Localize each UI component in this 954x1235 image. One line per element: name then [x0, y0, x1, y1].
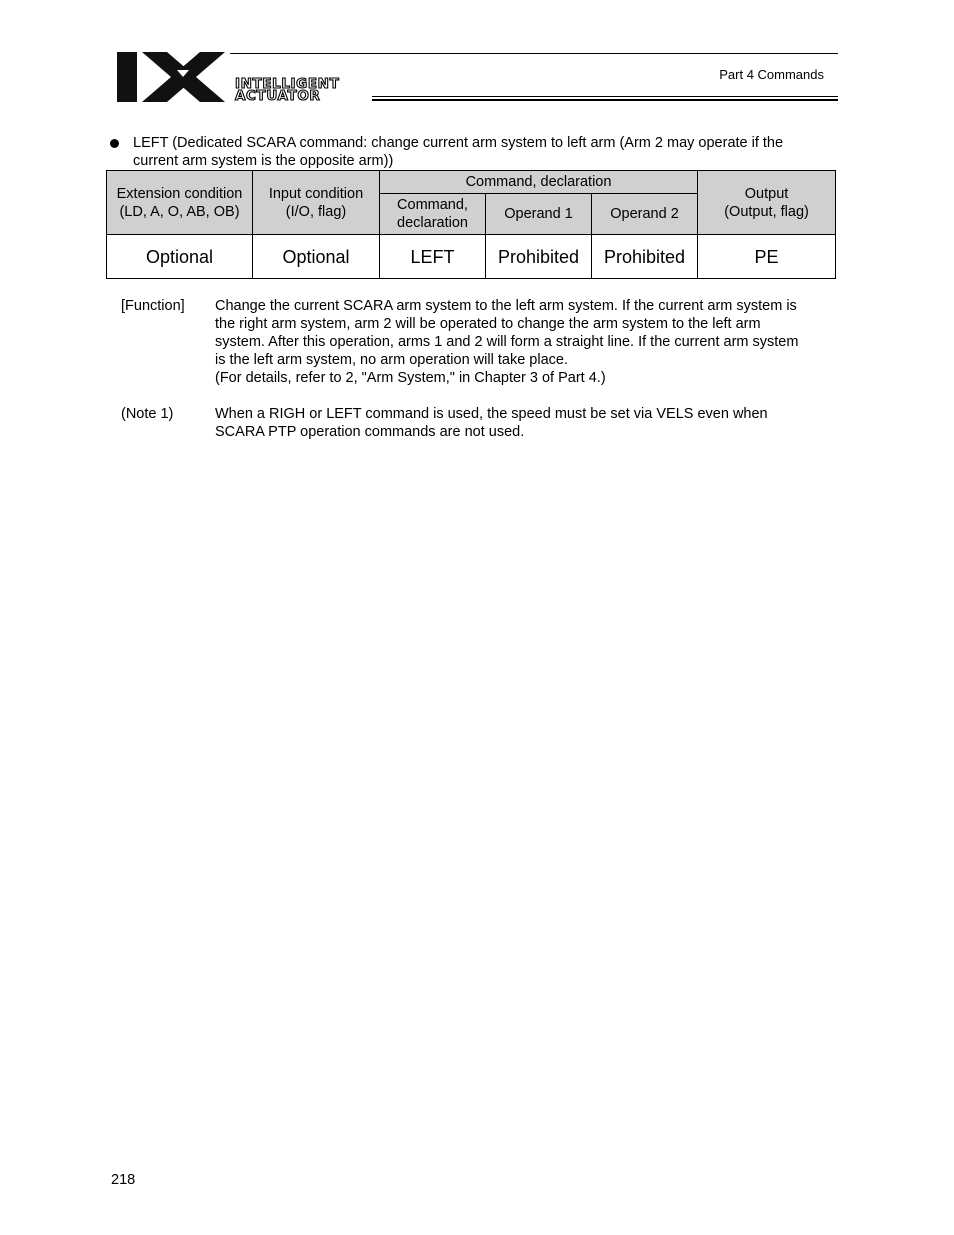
command-heading	[133, 134, 853, 170]
header-command-line1: Command,	[397, 197, 468, 213]
header-extension-line2: (LD, A, O, AB, OB)	[119, 203, 240, 220]
header-rule-bottom-thin	[372, 96, 838, 97]
command-heading-line2: current arm system is the opposite arm))	[133, 153, 394, 169]
function-label: [Function]	[121, 298, 185, 314]
header-output-line1: Output	[744, 185, 789, 202]
function-line-3: system. After this operation, arms 1 and 2 will form a straight line. If the current arm system	[215, 334, 799, 350]
header-command-line2: declaration	[397, 215, 468, 231]
cell-command: LEFT	[380, 235, 486, 279]
header-output	[698, 171, 836, 235]
header-rule-bottom	[372, 99, 838, 101]
command-spec-table	[106, 170, 836, 279]
command-heading-line1: LEFT (Dedicated SCARA command: change current arm system to left arm (Arm 2 may operate if the	[133, 135, 784, 151]
page-number: 218	[111, 1172, 136, 1188]
function-line-4: is the left arm system, no arm operation will take place.	[215, 352, 568, 368]
header-operand-1: Operand 1	[486, 194, 592, 235]
header-output-line2: (Output, flag)	[724, 203, 809, 220]
header-command-group: Command, declaration	[380, 171, 698, 194]
ix-logo-mark	[115, 50, 230, 104]
header-operand-2: Operand 2	[592, 194, 698, 235]
note-line-1: When a RIGH or LEFT command is used, the speed must be set via VELS even when	[215, 406, 768, 422]
header-command-declaration	[380, 194, 486, 235]
note-label: (Note 1)	[121, 406, 174, 422]
cell-input-condition: Optional	[253, 235, 380, 279]
function-description	[215, 297, 847, 387]
cell-output: PE	[698, 235, 836, 279]
logo-word-actuator: ACTUATOR	[235, 88, 321, 104]
note-description	[215, 405, 847, 441]
function-line-5: (For details, refer to 2, "Arm System," in Chapter 3 of Part 4.)	[215, 370, 606, 386]
cell-operand-2: Prohibited	[592, 235, 698, 279]
cell-operand-1: Prohibited	[486, 235, 592, 279]
header-section-title: Part 4 Commands	[719, 67, 824, 82]
header-input-condition	[253, 171, 380, 235]
bullet-icon	[110, 139, 119, 148]
note-line-2: SCARA PTP operation commands are not used.	[215, 424, 525, 440]
header-input-line1: Input condition	[268, 185, 364, 202]
function-line-2: the right arm system, arm 2 will be operated to change the arm system to the left arm	[215, 316, 761, 332]
logo-i-bar	[117, 52, 137, 102]
logo-word-intelligent: INTELLIGENT	[235, 76, 340, 92]
header-extension-line1: Extension condition	[116, 185, 243, 202]
header-extension-condition	[107, 171, 253, 235]
cell-extension-condition: Optional	[107, 235, 253, 279]
header-rule-top	[230, 53, 838, 54]
header-input-line2: (I/O, flag)	[285, 203, 347, 220]
function-line-1: Change the current SCARA arm system to the left arm system. If the current arm system is	[215, 298, 797, 314]
